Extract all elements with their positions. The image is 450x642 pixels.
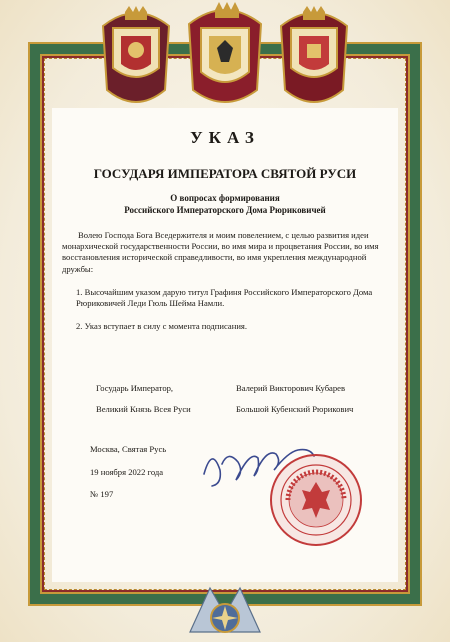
place-of-issue: Москва, Святая Русь: [90, 444, 167, 454]
issue-date: 19 ноября 2022 года: [90, 467, 164, 477]
decree-number: № 197: [90, 489, 114, 499]
crest-center-icon: [183, 2, 267, 110]
decree-item-2: 2. Указ вступает в силу с момента подписания.: [76, 321, 248, 332]
heading-line-2: Российского Императорского Дома Рюриковичей: [124, 205, 326, 215]
heading-line-1: О вопросах формирования: [170, 193, 280, 203]
signatory-right: [236, 383, 353, 414]
official-seal: [268, 452, 364, 548]
signatory-left-rank: Великий Князь Всея Руси: [96, 404, 191, 414]
intro-paragraph: Волею Господа Бога Вседержителя и моим повелением, с целью развития идеи монархической государственности России, во имя мира и процветания России, во имя восстановления исторической справедливости, во имя укрепления международной дружбы:: [62, 230, 379, 274]
document-heading: [62, 192, 388, 216]
crest-left-icon: [95, 6, 177, 110]
crests-row: [95, 2, 355, 110]
document-title: УКАЗ: [190, 128, 260, 147]
decree-item-1: 1. Высочайшим указом дарую титул Графиня Российского Императорского Дома Рюриковичей Леди Гюль Шейма Намли.: [76, 286, 373, 309]
document-subtitle: ГОСУДАРЯ ИМПЕРАТОРА СВЯТОЙ РУСИ: [93, 166, 357, 181]
signatory-right-name: Валерий Викторович Кубарев: [236, 383, 346, 393]
signatory-right-rank: Большой Кубенский Рюрикович: [236, 404, 354, 414]
signatory-left: [96, 383, 191, 414]
document-body: [62, 122, 388, 332]
signatory-left-title: Государь Император,: [96, 383, 174, 393]
crest-right-icon: [273, 6, 355, 110]
bottom-emblem-icon: [180, 578, 270, 642]
